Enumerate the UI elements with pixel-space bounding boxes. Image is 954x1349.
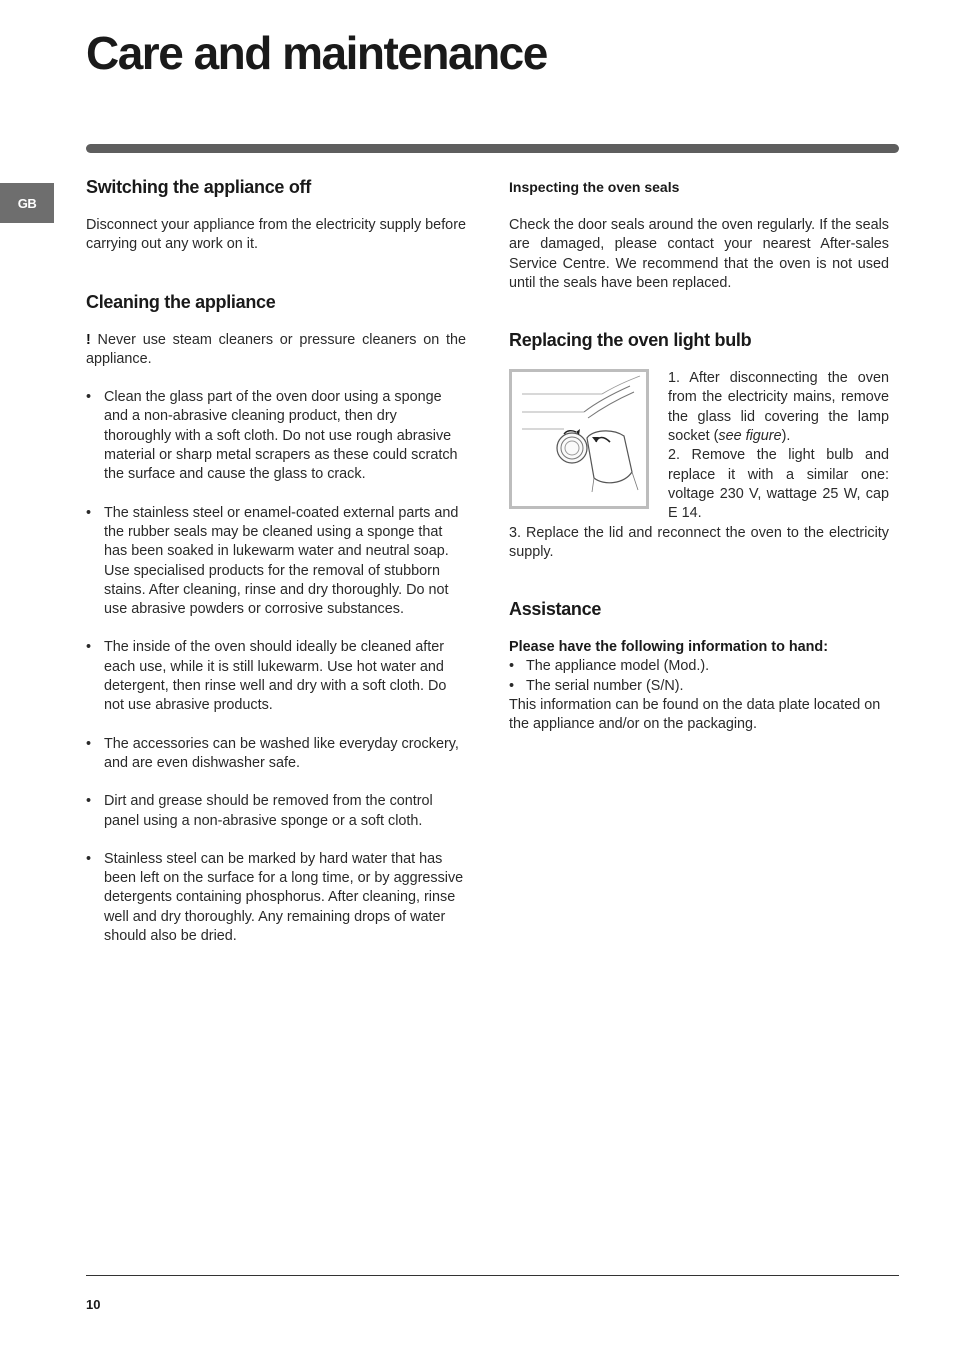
step1-text: 1. After disconnecting the oven from the electricity mains, remove the glass lid covering the lamp socket ( xyxy=(668,370,889,445)
bullet-icon: • xyxy=(86,639,92,656)
list-item-text: The inside of the oven should ideally be cleaned after each use, while it is still lukewarm. Use hot water and detergent, then rinse well and dry with a soft cloth. Do not use abrasive products. xyxy=(104,639,447,714)
list-item xyxy=(509,657,889,676)
bulb-heading: Replacing the oven light bulb xyxy=(509,330,752,351)
bottom-divider xyxy=(86,1275,899,1276)
bulb-step-2: 2. Remove the light bulb and replace it with a similar one: voltage 230 V, wattage 25 W, cap E 14. xyxy=(668,447,889,522)
language-tab: GB xyxy=(0,183,54,223)
step1-text-end: ). xyxy=(781,428,791,445)
section-switching-off xyxy=(86,176,466,255)
section-light-bulb xyxy=(509,329,889,562)
page-number: 10 xyxy=(86,1297,101,1312)
section-cleaning xyxy=(86,291,466,947)
bullet-icon: • xyxy=(86,389,92,406)
bulb-step-1 xyxy=(668,369,889,446)
cleaning-warning xyxy=(86,331,466,370)
list-item-text: Clean the glass part of the oven door using a sponge and a non-abrasive cleaning product, then dry thoroughly with a soft cloth. Do not use rough abrasive material or sharp metal scrapers as these could scratch the surface and cause the glass to crack. xyxy=(104,389,458,483)
list-item xyxy=(86,638,466,715)
bulb-step-3: 3. Replace the lid and reconnect the oven to the electricity supply. xyxy=(509,524,889,560)
bullet-icon: • xyxy=(86,735,92,752)
list-item-text: Stainless steel can be marked by hard water that has been left on the surface for a long time, or by aggressive detergents containing phosphorus. After cleaning, rinse well and dry thoroughly. Any remaining drops of water should also be dried. xyxy=(104,850,464,945)
bullet-icon: • xyxy=(86,504,92,521)
bullet-icon: • xyxy=(86,850,92,867)
assistance-footer: This information can be found on the data plate located on the appliance and/or on the packaging. xyxy=(509,697,881,733)
list-item-text: The appliance model (Mod.). xyxy=(526,658,710,675)
page-title: Care and maintenance xyxy=(86,27,547,79)
list-item xyxy=(86,850,466,946)
section-assistance xyxy=(509,598,889,734)
step1-emphasis: see figure xyxy=(718,428,782,445)
cleaning-list xyxy=(86,388,466,946)
list-item xyxy=(86,388,466,484)
list-item xyxy=(86,792,466,831)
assistance-list xyxy=(509,657,889,696)
bullet-icon: • xyxy=(86,793,92,810)
list-item-text: The accessories can be washed like everyday crockery, and are even dishwasher safe. xyxy=(104,735,459,771)
right-column xyxy=(509,176,889,735)
oven-lamp-figure-icon xyxy=(509,369,649,509)
list-item xyxy=(86,735,466,774)
assistance-heading: Assistance xyxy=(509,599,602,620)
warning-icon: ! xyxy=(86,331,91,348)
seals-heading: Inspecting the oven seals xyxy=(509,179,680,195)
seals-text: Check the door seals around the oven regularly. If the seals are damaged, please contact your nearest After-sales Service Centre. We recommend that the oven is not used until the seals have been replaced. xyxy=(509,217,889,291)
cleaning-heading: Cleaning the appliance xyxy=(86,291,276,312)
switching-text: Disconnect your appliance from the electricity supply before carrying out any work on it. xyxy=(86,217,466,253)
bulb-instructions xyxy=(509,369,889,523)
list-item-text: Dirt and grease should be removed from the control panel using a non-abrasive sponge or a soft cloth. xyxy=(104,793,433,829)
list-item-text: The stainless steel or enamel-coated external parts and the rubber seals may be cleaned using a sponge that has been soaked in lukewarm water and neutral soap. Use specialised products for the removal of stubborn stains. After cleaning, rinse and dry thoroughly. Do not use abrasive powders or corrosive substances. xyxy=(104,504,459,618)
list-item xyxy=(86,504,466,620)
left-column xyxy=(86,176,466,965)
list-item xyxy=(509,677,889,696)
bullet-icon: • xyxy=(509,658,515,675)
section-seals xyxy=(509,176,889,293)
list-item-text: The serial number (S/N). xyxy=(526,677,684,694)
switching-heading: Switching the appliance off xyxy=(86,177,311,197)
top-divider xyxy=(86,144,899,153)
bullet-icon: • xyxy=(509,677,515,694)
assistance-info-heading: Please have the following information to hand: xyxy=(509,639,829,656)
warning-text: Never use steam cleaners or pressure cleaners on the appliance. xyxy=(86,331,466,367)
